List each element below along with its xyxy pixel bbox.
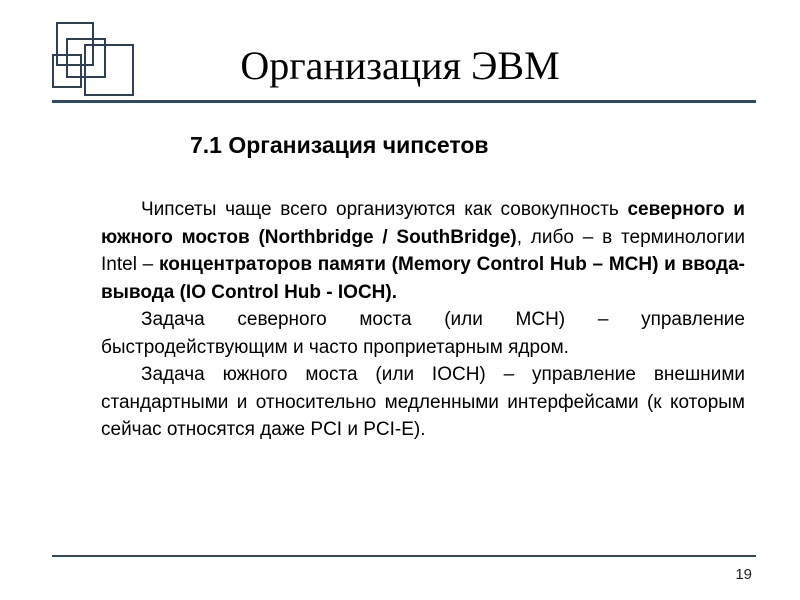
- slide-title: Организация ЭВМ: [240, 43, 560, 88]
- paragraph-northbridge-task: Задача северного моста (или MCH) – управление быстродействующим и часто проприетарным ядром.: [101, 309, 745, 358]
- section-heading: 7.1 Организация чипсетов: [190, 132, 489, 158]
- page-number: 19: [735, 566, 752, 583]
- paragraph1-bridges-term: северного и южного мостов (Northbridge / SouthBridge): [101, 199, 745, 248]
- paragraph-southbridge-task: Задача южного моста (или IOCH) – управление внешними стандартными и относительно медленными интерфейсами (к которым сейчас относятся даже PCI и PCI-E).: [101, 364, 745, 440]
- paragraph1-text: Чипсеты чаще всего организуются как совокупность: [141, 199, 628, 220]
- footer-divider: [52, 555, 756, 557]
- paragraph1-hubs-term: концентраторов памяти (Memory Control Hub – MCH) и ввода-вывода (IO Control Hub - IOCH).: [101, 254, 745, 303]
- paragraph1-text-2: , либо – в терминологии Intel –: [101, 226, 745, 275]
- paragraph-chipset-organization: [101, 196, 745, 306]
- title-divider: [52, 100, 756, 103]
- slide-body: [101, 196, 745, 444]
